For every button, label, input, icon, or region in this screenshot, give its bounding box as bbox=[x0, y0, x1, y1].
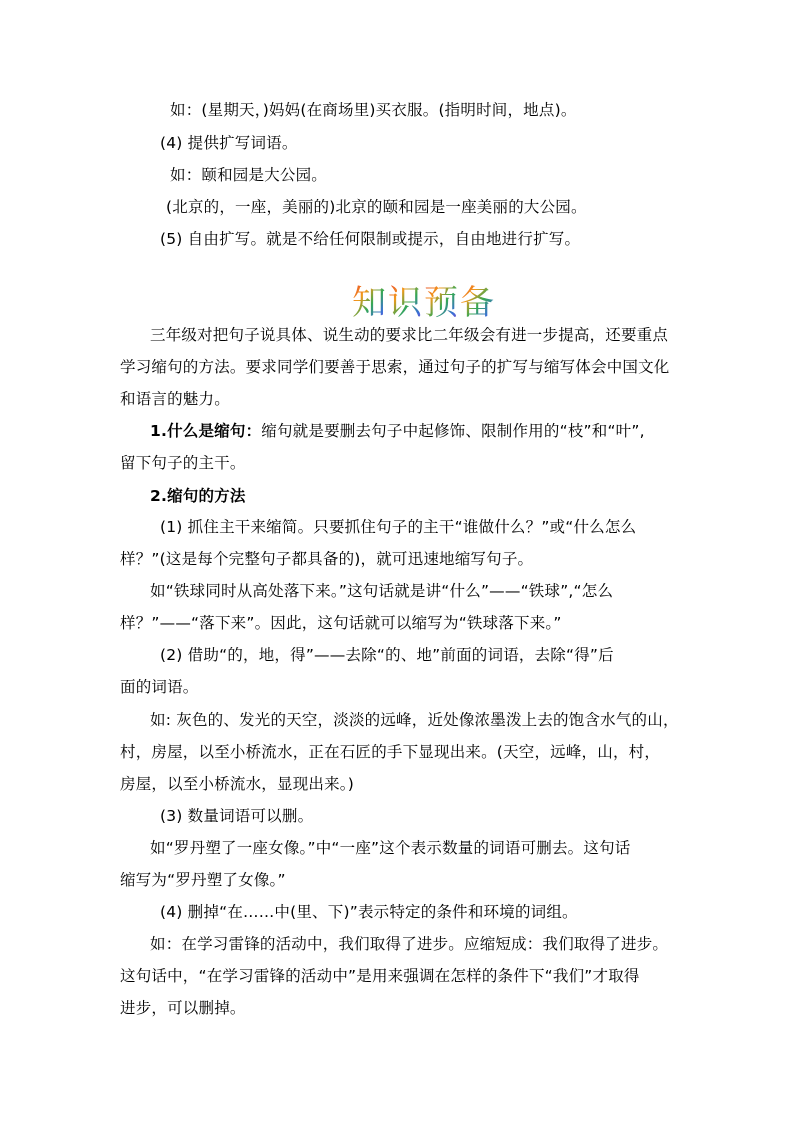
method-heading: 2.缩句的方法 bbox=[150, 487, 246, 505]
text-line: 如：颐和园是大公园。 bbox=[170, 166, 328, 184]
text-line bbox=[150, 421, 645, 441]
text-line: (北京的，一座，美丽的)北京的颐和园是一座美丽的大公园。 bbox=[166, 198, 587, 216]
text-line: 如“铁球同时从高处落下来。”这句话就是讲“什么”——“铁球”,“怎么 bbox=[150, 582, 614, 600]
text-line: 和语言的魅力。 bbox=[120, 390, 230, 408]
text-line: 如：在学习雷锋的活动中，我们取得了进步。应缩短成：我们取得了进步。 bbox=[150, 935, 669, 953]
section-title bbox=[350, 283, 500, 323]
text-line: 房屋，以至小桥流水，显现出来。) bbox=[120, 775, 354, 793]
text-line: 如“罗丹塑了一座女像。”中“一座”这个表示数量的词语可删去。这句话 bbox=[150, 839, 631, 857]
text-line: 学习缩句的方法。要求同学们要善于思索，通过句子的扩写与缩写体会中国文化 bbox=[120, 358, 670, 376]
text-line: (2) 借助“的，地，得”——去除“的、地”前面的词语，去除“得”后 bbox=[160, 646, 614, 664]
text-line: 缩写为“罗丹塑了女像。” bbox=[120, 871, 286, 889]
text-line: 样？”(这是每个完整句子都具备的)，就可迅速地缩写句子。 bbox=[120, 550, 534, 568]
text-line: 这句话中，“在学习雷锋的活动中”是用来强调在怎样的条件下“我们”才取得 bbox=[120, 967, 640, 985]
text-line: (5) 自由扩写。就是不给任何限制或提示，自由地进行扩写。 bbox=[160, 230, 581, 248]
title-char: 预 bbox=[424, 283, 458, 323]
text-line: 样？”——“落下来”。因此，这句话就可以缩写为“铁球落下来。” bbox=[120, 614, 562, 632]
title-char: 备 bbox=[460, 283, 494, 323]
definition-text: 缩句就是要删去句子中起修饰、限制作用的“枝”和“叶”, bbox=[261, 422, 645, 440]
text-line: (4) 提供扩写词语。 bbox=[160, 134, 298, 152]
text-line: (4) 删掉“在……中(里、下)”表示特定的条件和环境的词组。 bbox=[160, 903, 578, 921]
title-char: 识 bbox=[388, 283, 422, 323]
text-line: 如：(星期天，)妈妈(在商场里)买衣服。(指明时间，地点)。 bbox=[170, 101, 577, 119]
text-line: 三年级对把句子说具体、说生动的要求比二年级会有进一步提高，还要重点 bbox=[150, 326, 669, 344]
definition-heading: 1.什么是缩句： bbox=[150, 422, 262, 440]
text-line: 面的词语。 bbox=[120, 678, 199, 696]
text-line: (1) 抓住主干来缩简。只要抓住句子的主干“谁做什么？”或“什么怎么 bbox=[160, 518, 637, 536]
text-line: 如: 灰色的、发光的天空，淡淡的远峰，近处像浓墨泼上去的饱含水气的山， bbox=[150, 711, 679, 729]
title-char: 知 bbox=[352, 283, 386, 323]
text-line: 留下句子的主干。 bbox=[120, 454, 246, 472]
text-line: 村，房屋，以至小桥流水，正在石匠的手下显现出来。(天空，远峰，山，村， bbox=[120, 743, 661, 761]
text-line: 进步，可以删掉。 bbox=[120, 999, 246, 1017]
text-line: (3) 数量词语可以删。 bbox=[160, 807, 314, 825]
